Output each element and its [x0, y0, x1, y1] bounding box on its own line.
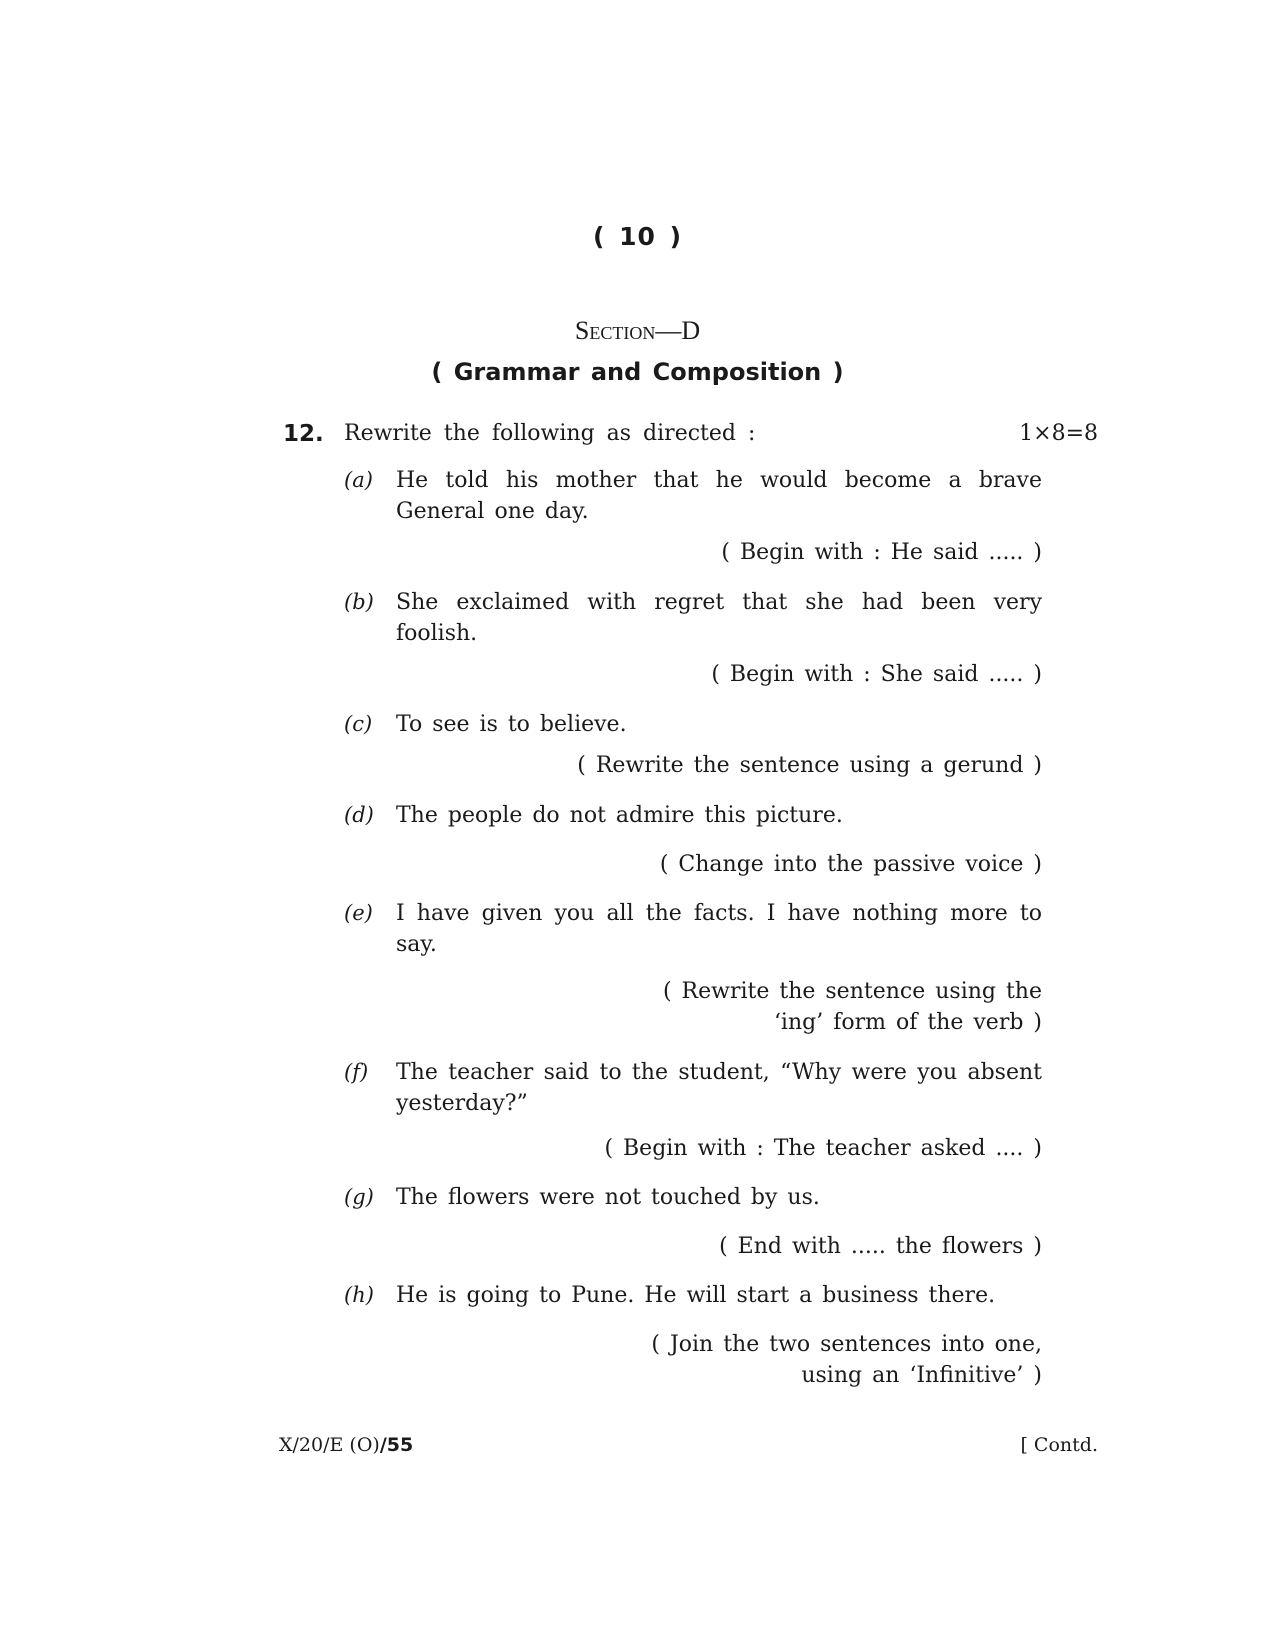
item-text: To see is to believe.	[396, 712, 627, 737]
item-instruction: ( Begin with : The teacher asked .... )	[604, 1136, 1042, 1161]
footer-code-suffix: /55	[379, 1434, 414, 1456]
question-number: 12.	[283, 421, 324, 447]
item-text: The people do not admire this picture.	[396, 803, 843, 828]
item-letter: (h)	[344, 1283, 374, 1307]
item-instruction: ( Rewrite the sentence using a gerund )	[577, 753, 1042, 778]
item-instruction: ( Begin with : She said ..... )	[711, 662, 1042, 687]
item-text: She exclaimed with regret that she had been very foolish.	[396, 590, 1042, 646]
item-letter: (a)	[344, 468, 373, 492]
section-subtitle: ( Grammar and Composition )	[431, 358, 844, 386]
item-letter: (b)	[344, 590, 374, 614]
item-text: The flowers were not touched by us.	[396, 1185, 820, 1210]
item-letter: (g)	[344, 1185, 374, 1209]
item-instruction: ( Rewrite the sentence using the	[662, 979, 1042, 1004]
item-instruction: ( Begin with : He said ..... )	[721, 540, 1042, 565]
item-text: He is going to Pune. He will start a business there.	[396, 1283, 996, 1308]
item-instruction: ( End with ..... the flowers )	[719, 1234, 1042, 1259]
section-title: Section—D	[574, 316, 701, 345]
item-text: I have given you all the facts. I have nothing more to say.	[396, 901, 1042, 957]
item-letter: (e)	[344, 901, 373, 925]
item-letter: (d)	[344, 803, 374, 827]
item-letter: (c)	[344, 712, 373, 736]
item-letter: (f)	[344, 1060, 369, 1084]
footer-paper-code	[279, 1434, 413, 1456]
footer-code-prefix: X/20/E (O)	[279, 1434, 380, 1456]
question-marks: 1×8=8	[1019, 421, 1098, 446]
page-number: ( 10 )	[592, 222, 683, 251]
question-text: Rewrite the following as directed :	[344, 421, 756, 446]
footer-contd: [ Contd.	[1020, 1434, 1098, 1456]
item-text: He told his mother that he would become a brave General one day.	[396, 468, 1042, 524]
item-text: The teacher said to the student, “Why were you absent yesterday?”	[396, 1060, 1042, 1116]
item-instruction: ‘ing’ form of the verb )	[773, 1010, 1042, 1035]
item-instruction: ( Change into the passive voice )	[659, 852, 1042, 877]
item-instruction: using an ‘Infinitive’ )	[801, 1363, 1042, 1388]
item-instruction: ( Join the two sentences into one,	[651, 1332, 1042, 1357]
